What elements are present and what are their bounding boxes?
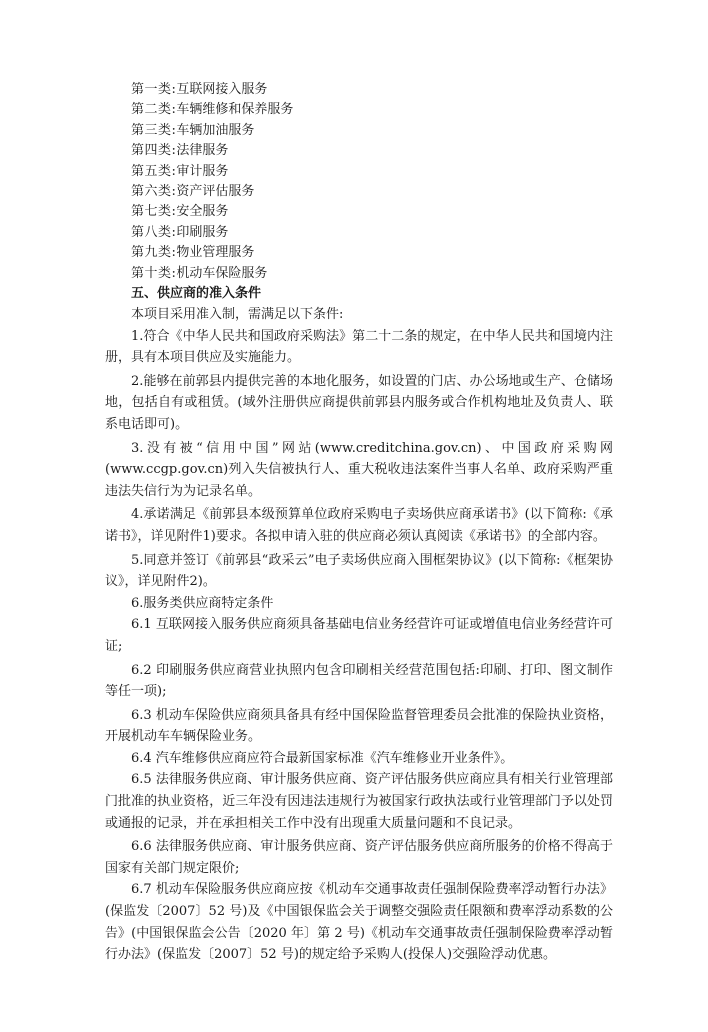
category-item — [131, 182, 531, 202]
section-heading: 五、供应商的准入条件 — [131, 286, 262, 301]
category-name: 机动车保险服务 — [176, 265, 268, 281]
category-item — [131, 223, 531, 243]
category-number: 第一类: — [131, 82, 177, 97]
category-number: 第四类: — [131, 143, 177, 159]
category-number: 第二类: — [131, 102, 177, 118]
category-item — [131, 243, 531, 263]
category-item — [131, 100, 531, 120]
service-category-list — [131, 80, 531, 284]
category-number: 第九类: — [131, 245, 177, 261]
category-item — [131, 202, 531, 222]
category-item — [131, 264, 531, 284]
paragraph-intro: 本项目采用准入制，需满足以下条件: — [131, 307, 344, 322]
category-item — [131, 141, 531, 161]
category-name: 车辆加油服务 — [176, 122, 255, 138]
paragraph-condition-1: 1.符合《中华人民共和国政府采购法》第二十二条的规定，在中华人民共和国境内注册，具有本项目供应及实施能力。 — [105, 328, 613, 366]
paragraph-condition-6-3: 6.3 机动车保险供应商须具备具有经中国保险监督管理委员会批准的保险执业资格，开展机动车车辆保险业务。 — [105, 707, 613, 745]
category-name: 物业管理服务 — [176, 245, 255, 261]
category-number: 第五类: — [131, 163, 177, 179]
paragraph-condition-6-1: 6.1 互联网接入服务供应商须具备基础电信业务经营许可证或增值电信业务经营许可证; — [105, 617, 613, 654]
category-number: 第七类: — [131, 204, 177, 220]
category-name: 资产评估服务 — [176, 183, 255, 199]
paragraph-condition-5: 5.同意并签订《前郭县“政采云”电子卖场供应商入围框架协议》(以下简称:《框架协议》，详见附件2)。 — [105, 552, 613, 590]
paragraph-condition-3: 3.没有被“信用中国”网站(www.creditchina.gov.cn)、中国政府采购网(www.ccgp.gov.cn)列入失信被执行人、重大税收违法案件当事人名单、政府采购严重违法失信行为为记录名单。 — [105, 440, 613, 499]
paragraph-condition-6-5: 6.5 法律服务供应商、审计服务供应商、资产评估服务供应商应具有相关行业管理部门批准的执业资格，近三年没有因违法违规行为被国家行政执法或行业管理部门予以处罚或通报的记录，并在承担相关工作中没有出现重大质量问题和不良记录。 — [105, 772, 613, 831]
category-name: 互联网接入服务 — [176, 82, 268, 97]
paragraph-condition-6-6: 6.6 法律服务供应商、审计服务供应商、资产评估服务供应商所服务的价格不得高于国家有关部门规定限价; — [105, 839, 613, 876]
paragraph-condition-6: 6.服务类供应商特定条件 — [131, 595, 274, 611]
category-name: 法律服务 — [176, 143, 229, 159]
paragraph-condition-2: 2.能够在前郭县内提供完善的本地化服务，如设置的门店、办公场地或生产、仓储场地，包括自有或租赁。(域外注册供应商提供前郭县内服务或合作机构地址及负责人、联系电话即可)。 — [105, 373, 613, 432]
category-number: 第八类: — [131, 224, 177, 240]
category-item — [131, 80, 531, 100]
category-number: 第十类: — [131, 265, 177, 281]
paragraph-condition-6-4: 6.4 汽车维修供应商应符合最新国家标准《汽车维修业开业条件》。 — [131, 750, 514, 766]
category-item — [131, 121, 531, 141]
category-name: 审计服务 — [176, 163, 229, 179]
category-name: 车辆维修和保养服务 — [176, 102, 294, 118]
category-item — [131, 162, 531, 182]
category-name: 印刷服务 — [176, 224, 229, 240]
paragraph-condition-6-7: 6.7 机动车保险服务供应商应按《机动车交通事故责任强制保险费率浮动暂行办法》(保监发〔2007〕52 号)及《中国银保监会关于调整交强险责任限额和费率浮动系数的公告》(中国银保监会公告〔2020 年〕第 2 号)《机动车交通事故责任强制保险费率浮动暂行办法》(保监发〔2007〕52 号)的规定给予采购人(投保人)交强险浮动优惠。 — [105, 882, 613, 963]
category-number: 第六类: — [131, 183, 177, 199]
category-name: 安全服务 — [176, 204, 229, 220]
category-number: 第三类: — [131, 122, 177, 138]
paragraph-condition-4: 4.承诺满足《前郭县本级预算单位政府采购电子卖场供应商承诺书》(以下简称:《承诺书》，详见附件1)要求。各拟申请入驻的供应商必须认真阅读《承诺书》的全部内容。 — [105, 507, 613, 544]
admission-conditions-section — [105, 284, 613, 966]
paragraph-condition-6-2: 6.2 印刷服务供应商营业执照内包含印刷相关经营范围包括:印刷、打印、图文制作等任一项); — [105, 662, 613, 700]
